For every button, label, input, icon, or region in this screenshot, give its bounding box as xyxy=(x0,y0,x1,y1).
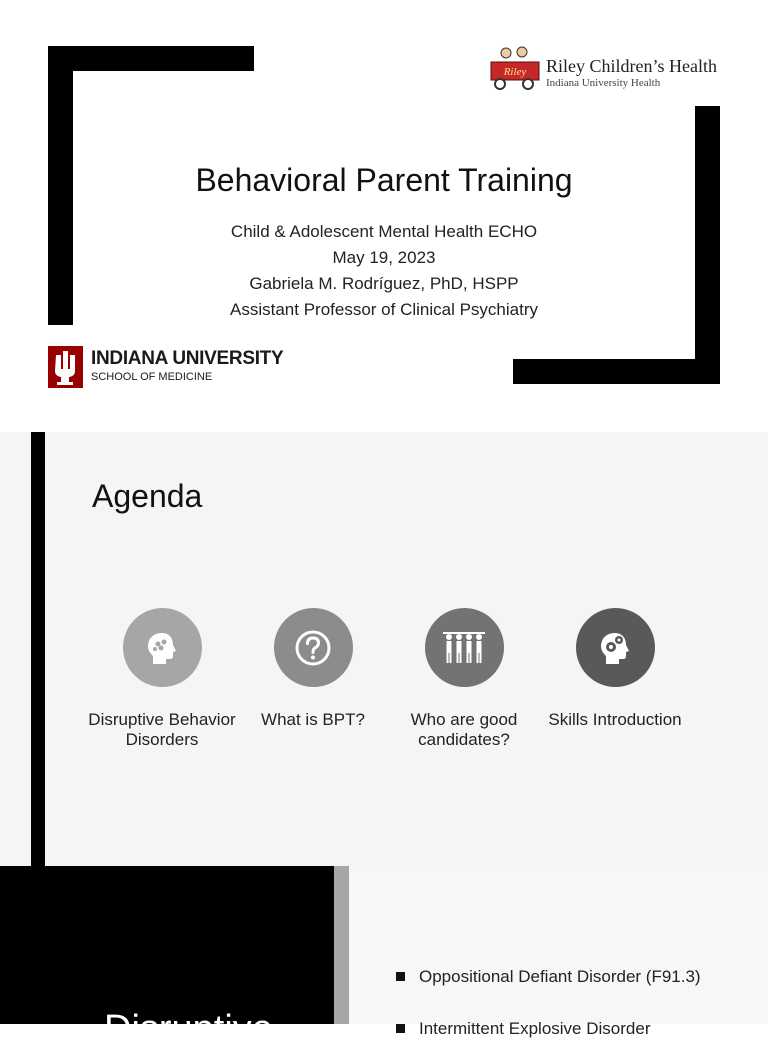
agenda-item-good-candidates xyxy=(389,608,539,750)
bullet-square-icon xyxy=(396,972,405,981)
subtitle-presenter: Gabriela M. Rodríguez, PhD, HSPP xyxy=(249,274,519,293)
corner-bar-bottom xyxy=(513,359,720,384)
subtitle-date: May 19, 2023 xyxy=(332,248,436,267)
agenda-slide xyxy=(0,432,768,866)
disruptive-behavior-slide xyxy=(0,866,768,1050)
question-mark-icon xyxy=(274,608,353,687)
agenda-left-bar xyxy=(31,432,45,866)
agenda-item-skills-introduction xyxy=(540,608,690,730)
corner-bar-right xyxy=(695,106,720,384)
iu-logo-name: INDIANA UNIVERSITY xyxy=(91,348,284,369)
agenda-item-label: What is BPT? xyxy=(261,710,365,729)
bullet-square-icon xyxy=(396,1024,405,1033)
iu-logo-school: SCHOOL OF MEDICINE xyxy=(91,371,213,383)
riley-logo-tagline: Indiana University Health xyxy=(546,77,661,89)
agenda-item-disruptive-behavior xyxy=(87,608,237,750)
indiana-university-logo xyxy=(48,346,284,390)
bullet-text: Oppositional Defiant Disorder (F91.3) xyxy=(419,967,701,986)
panel-accent-strip xyxy=(334,866,349,1024)
agenda-item-label: Who are good candidates? xyxy=(410,710,518,749)
iu-trident-icon xyxy=(48,346,83,388)
agenda-item-label: Skills Introduction xyxy=(548,710,682,729)
corner-bar-top xyxy=(48,46,254,71)
riley-childrens-health-logo xyxy=(488,44,720,96)
title-slide xyxy=(0,0,768,432)
group-people-icon xyxy=(425,608,504,687)
svg-text:Riley: Riley xyxy=(503,66,527,78)
agenda-item-what-is-bpt xyxy=(238,608,388,730)
heading-panel xyxy=(0,866,334,1050)
riley-wagon-icon xyxy=(488,44,544,92)
slide-heading: Disruptive xyxy=(104,1008,273,1050)
agenda-title: Agenda xyxy=(92,478,203,514)
agenda-item-label: Disruptive Behavior Disorders xyxy=(88,710,236,749)
presentation-title: Behavioral Parent Training xyxy=(195,162,573,198)
head-gears-icon xyxy=(576,608,655,687)
bullet-text: Intermittent Explosive Disorder xyxy=(419,1019,651,1038)
riley-logo-name: Riley Children’s Health xyxy=(546,56,717,76)
subtitle-event: Child & Adolescent Mental Health ECHO xyxy=(230,222,538,241)
subtitle-position: Assistant Professor of Clinical Psychiatry xyxy=(230,300,538,319)
head-brain-icon xyxy=(123,608,202,687)
